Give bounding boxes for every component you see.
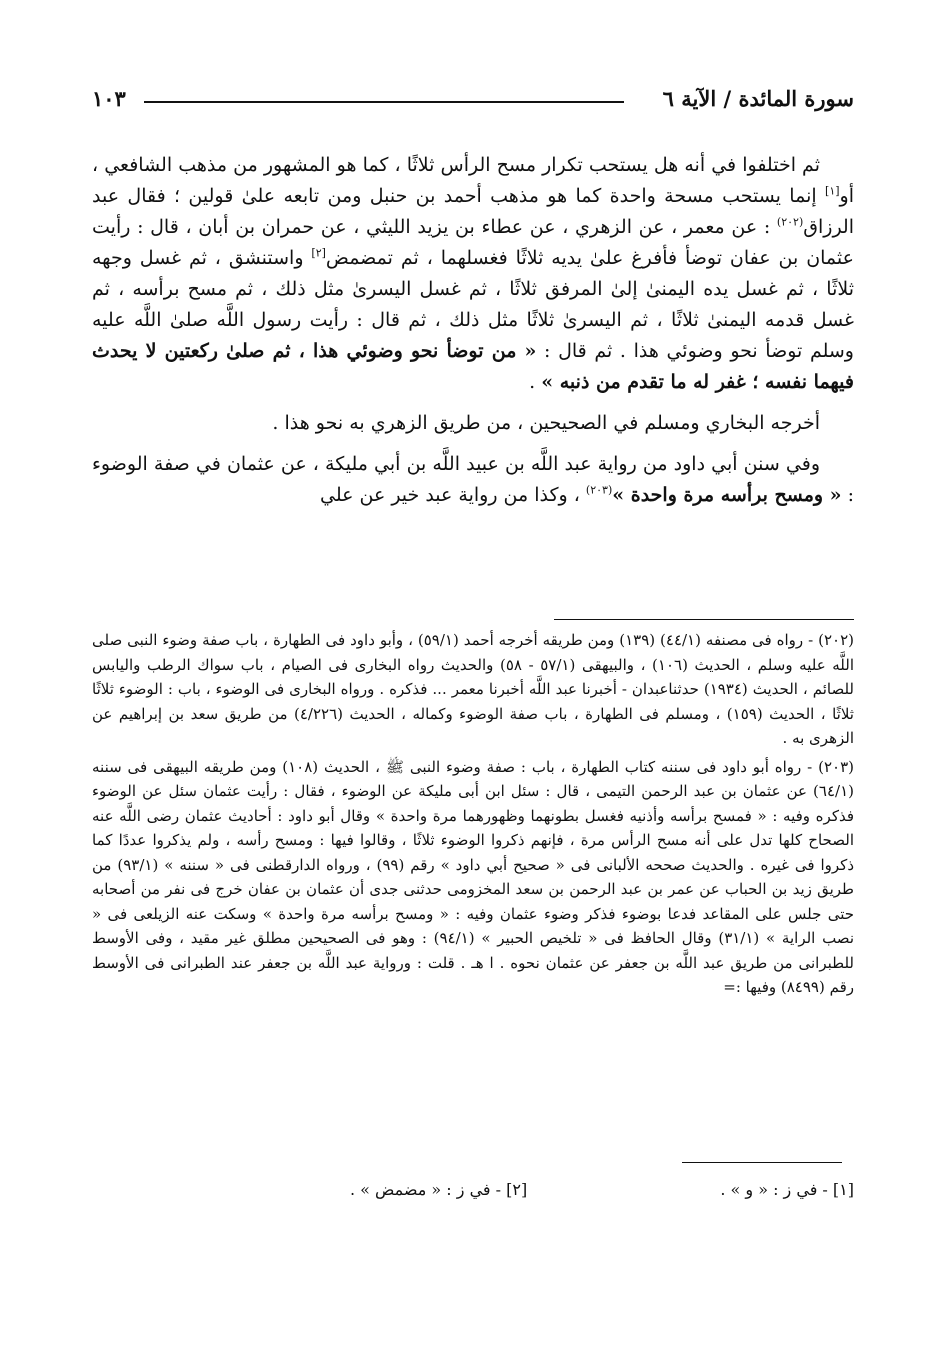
- notes-separator: [682, 1162, 842, 1163]
- main-text: [92, 150, 854, 521]
- running-title: سورة المائدة / الآية ٦: [662, 86, 854, 111]
- footnote-ref-203: (٢٠٣): [585, 483, 613, 497]
- footnote-ref-202: (٢٠٢): [776, 215, 804, 229]
- footnote-202: (٢٠٢) - رواه فى مصنفه (٤٤/١) (١٣٩) ومن طريقه أخرجه أحمد (٥٩/١) ، وأبو داود فى الطهارة ، باب صفة وضوء النبى صلى اللَّه عليه وسلم ، الحديث (١٠٦) ، والبيهقى (٥٧/١ - ٥٨) والحديث رواه البخارى فى الصيام ، باب سواك الرطب واليابس للصائم ، الحديث (١٩٣٤) حدثناعبدان - أخبرنا عبد اللَّه أخبرنا معمر ... فذكره . ورواه البخارى فى الوضوء ، باب : الوضوء ثلاثًا ثلاثًا ، الحديث (١٥٩) ، ومسلم فى الطهارة ، باب صفة الوضوء وكماله ، الحديث (٤/٢٢٦) من طريق سعد بن إبراهيم عن الزهرى به .: [92, 631, 855, 747]
- p1-text-c: : عن معمر ، عن الزهري ، عن عطاء بن يزيد الليثي ، عن حمران بن أبان ، قال : رأيت عثمان بن عفان توضأ فأفرغ علىٰ يديه ثلاثًا فغسلهما ، ثم تمضمض: [92, 216, 854, 269]
- manuscript-notes: [92, 1180, 854, 1204]
- p1-text-end: .: [529, 371, 542, 393]
- note-2: [٢] - في ز : « مضمض » .: [350, 1180, 528, 1199]
- p3-text-a: وفي سنن أبي داود من رواية عبد اللَّه بن عبيد اللَّه بن أبي مليكة ، عن عثمان في صفة الوضوء :: [92, 453, 854, 506]
- note-ref-1: [١]: [825, 184, 840, 198]
- page-header: [92, 86, 854, 122]
- footnotes: [92, 628, 854, 1004]
- header-rule: [144, 101, 624, 103]
- footnote-separator: [554, 619, 854, 620]
- p1-text-b: إنما يستحب مسحة واحدة كما هو مذهب أحمد بن حنبل ومن تابعه علىٰ قولين ؛ فقال عبد الرزاق: [92, 185, 854, 238]
- p1-text-a: ثم اختلفوا في أنه هل يستحب تكرار مسح الرأس ثلاثًا ، كما هو المشهور من مذهب الشافعي ، أو: [92, 154, 854, 207]
- paragraph-3: [92, 449, 854, 511]
- paragraph-2: أخرجه البخاري ومسلم في الصحيحين ، من طريق الزهري به نحو هذا .: [272, 412, 820, 434]
- p3-text-b: ، وكذا من رواية عبد خير عن علي: [319, 484, 586, 506]
- paragraph-1: [92, 150, 854, 398]
- footnote-203: (٢٠٣) - رواه أبو داود فى سننه كتاب الطهارة ، باب : صفة وضوء النبى ﷺ ، الحديث (١٠٨) ومن طريقه البيهقى فى سننه (٦٤/١) عن عثمان بن عبد الرحمن التيمى ، قال : سئل ابن أبى مليكة عن الوضوء ، فقال : رأيت عثمان سئل عن الوضوء فذكره وفيه : « فمسح برأسه وأذنيه فغسل بطونهما وظهورهما مرة واحدة » وقال أبو داود : أحاديث عثمان رضى اللَّه عنه الصحاح كلها تدل على أنه مسح الرأس مرة ، فإنهم ذكروا الوضوء ثلاثًا ، وقالوا فيها : ومسح رأسه ، ولم يذكروا عددًا كما ذكروا فى غيره . والحديث صححه الألبانى فى « صحيح أبي داود » رقم (٩٩) ، ورواه الدارقطنى فى « سننه » (٩٣/١) من طريق زيد بن الحباب عن عمر بن عبد الرحمن بن سعد المخزومى حدثنى جدى أن عثمان بن عفان خرج فى نفر من أصحابه حتى جلس على المقاعد فدعا بوضوء فذكر وضوء عثمان وفيه : « ومسح برأسه مرة واحدة » وسكت عنه الزيلعى فى « نصب الراية » (٣١/١) وقال الحافظ فى « تلخيص الحبير » (٩٤/١) : وهو فى الصحيحين مطلق غير مقيد ، وفى الأوسط للطبرانى من طريق عبد اللَّه بن جعفر عن عثمان نحوه . ا هـ . قلت : ورواية عبد اللَّه بن جعفر عند الطبرانى فى الأوسط رقم (٨٤٩٩) وفيها :=: [92, 757, 854, 996]
- note-ref-2: [٢]: [311, 246, 326, 260]
- note-1: [١] - في ز : « و » .: [720, 1180, 854, 1199]
- hadith-quote-2: « ومسح برأسه مرة واحدة »: [612, 484, 842, 506]
- page-number: ١٠٣: [92, 86, 126, 111]
- hadith-quote: « من توضأ نحو وضوئي هذا ، ثم صلىٰ ركعتين لا يحدث فيهما نفسه ؛ غفر له ما تقدم من ذنبه »: [92, 340, 854, 393]
- p1-text-d: واستنشق ، ثم غسل وجهه ثلاثًا ، ثم غسل يده اليمنىٰ إلىٰ المرفق ثلاثًا ، ثم غسل اليسرىٰ مثل ذلك ، ثم مسح برأسه ، ثم غسل قدمه اليمنىٰ ثلاثًا ، ثم اليسرىٰ ثلاثًا مثل ذلك ، ثم قال : رأيت رسول اللَّه صلىٰ اللَّه عليه وسلم توضأ نحو وضوئي هذا . ثم قال :: [92, 247, 854, 362]
